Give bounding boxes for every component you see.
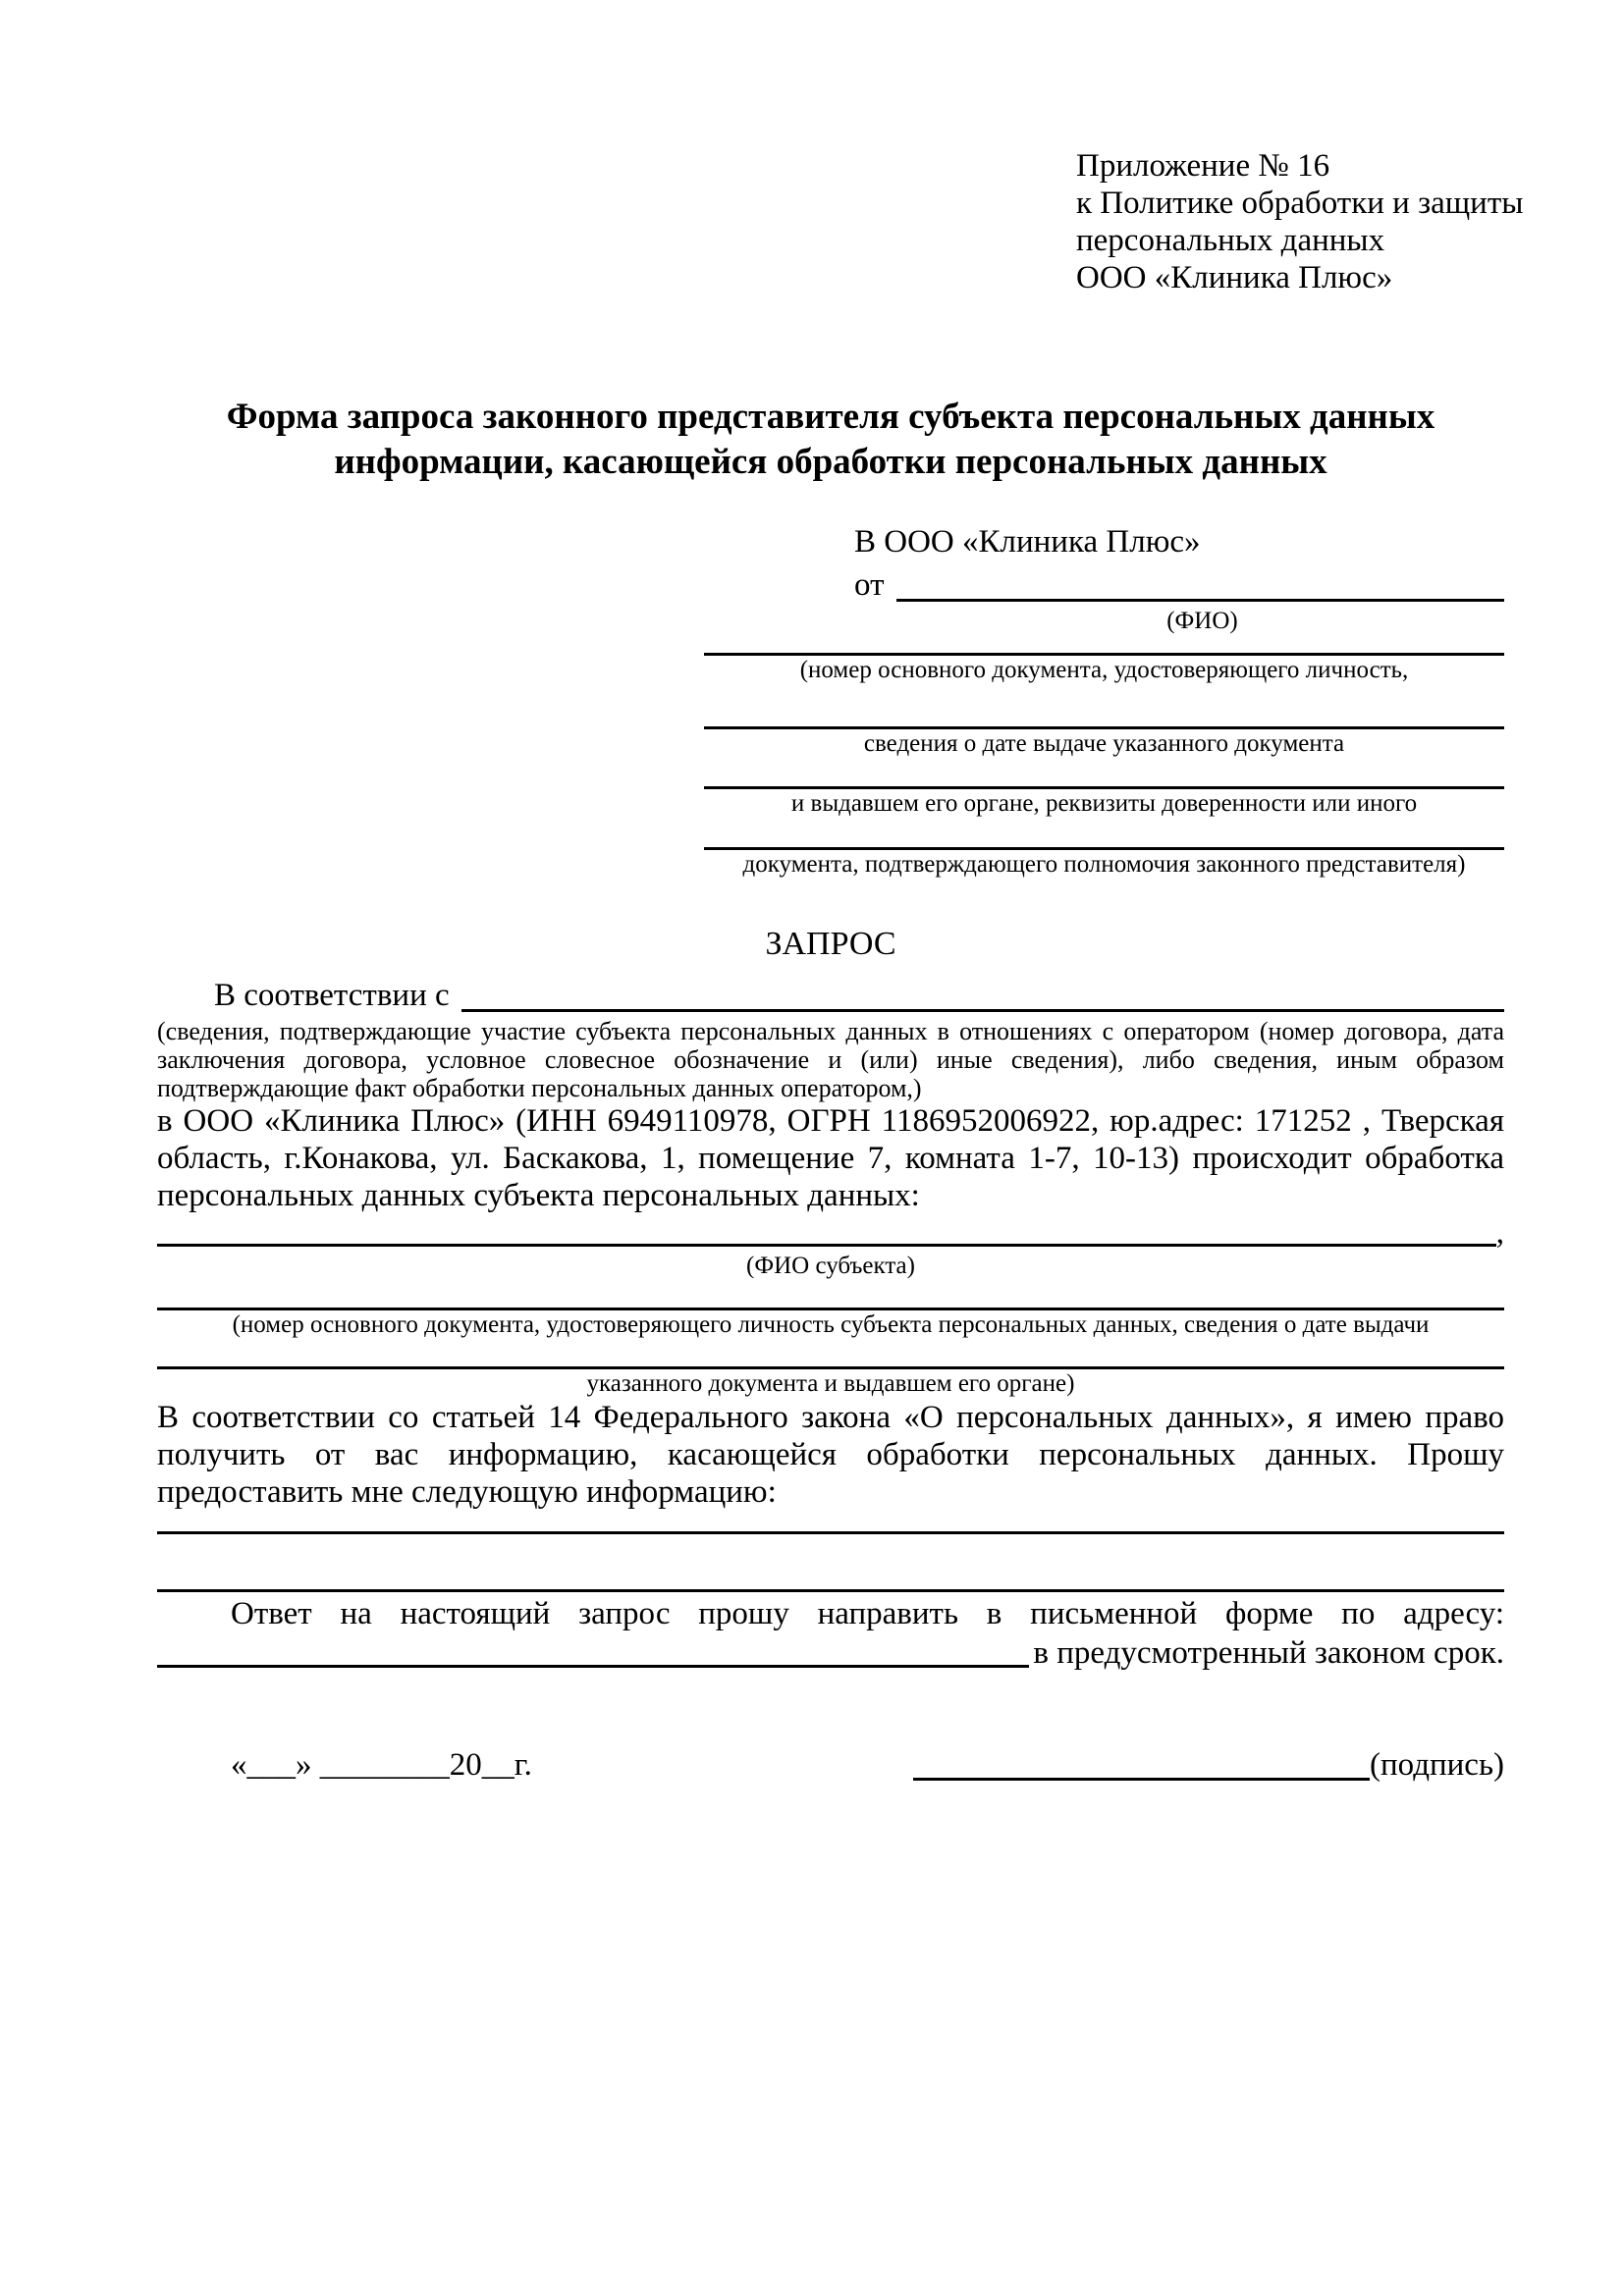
answer-paragraph: Ответ на настоящий запрос прошу направить в письменной форме по адресу: bbox=[231, 1596, 1504, 1631]
signature-field bbox=[913, 1778, 1370, 1781]
answer-tail: в предусмотренный законом срок. bbox=[1033, 1635, 1504, 1671]
representative-doc-caption-3: и выдавшем его органе, реквизиты доверенности или иного bbox=[790, 790, 1418, 817]
answer-address-field bbox=[157, 1633, 1029, 1668]
request-heading: ЗАПРОС bbox=[765, 926, 896, 962]
document-title: Форма запроса законного представителя субъекта персональных данных информации, касающейся обработки персональных данных bbox=[226, 397, 1435, 482]
operator-paragraph: в ООО «Клиника Плюс» (ИНН 6949110978, ОГРН 1186952006922, юр.адрес: 171252 , Тверская область, г.Конакова, ул. Баскакова, 1, помещение 7, комната 1-7, 10-13) происходит обработка персональных данных субъекта персональных данных: bbox=[157, 1103, 1504, 1213]
subject-doc-field-1 bbox=[157, 1281, 1504, 1310]
representative-doc-caption-2: сведения о дате выдаче указанного документа bbox=[863, 730, 1345, 757]
subject-fio-field bbox=[157, 1214, 1496, 1247]
accordance-field bbox=[461, 974, 1504, 1012]
subject-fio-suffix: , bbox=[1495, 1215, 1504, 1251]
accordance-note: (сведения, подтверждающие участие субъекта персональных данных в отношениях с оператором (номер договора, дата заключения договора, условное словесное обозначение и (или) иные сведения), либо сведения, иным образом подтверждающие факт обработки персональных данных оператором,) bbox=[157, 1017, 1504, 1102]
representative-doc-field-4 bbox=[704, 819, 1504, 850]
representative-fio-field bbox=[896, 563, 1505, 602]
signature-block bbox=[913, 1743, 1504, 1787]
addressee-block bbox=[704, 520, 1504, 880]
fio-caption: (ФИО) bbox=[1166, 608, 1238, 634]
law-paragraph: В соответствии со статьей 14 Федерального закона «О персональных данных», я имею право получить от вас информацию, касающейся обработки персональных данных. Прошу предоставить мне следующую информацию: bbox=[157, 1400, 1504, 1510]
requested-info-field-1 bbox=[157, 1511, 1504, 1534]
subject-fio-row bbox=[157, 1214, 1504, 1252]
accordance-row bbox=[157, 974, 1504, 1017]
subject-fio-caption: (ФИО субъекта) bbox=[746, 1253, 915, 1279]
requested-info-field-2 bbox=[157, 1534, 1504, 1592]
representative-doc-caption-1: (номер основного документа, удостоверяющего личность, bbox=[799, 657, 1409, 683]
appendix-block bbox=[1076, 147, 1524, 296]
subject-doc-caption-2: указанного документа и выдавшем его органе) bbox=[586, 1370, 1075, 1397]
subject-doc-caption-1: (номер основного документа, удостоверяющего личность субъекта персональных данных, сведения о дате выдачи bbox=[232, 1311, 1430, 1338]
appendix-org-name: ООО «Клиника Плюс» bbox=[1076, 260, 1393, 295]
from-label: от bbox=[854, 567, 885, 603]
date-field: «___» ________20__г. bbox=[231, 1747, 532, 1783]
appendix-policy-line: к Политике обработки и защиты bbox=[1076, 186, 1524, 221]
date-signature-row bbox=[157, 1743, 1504, 1787]
representative-doc-caption-4: документа, подтверждающего полномочия законного представителя) bbox=[742, 851, 1466, 878]
addressee-org: В ООО «Клиника Плюс» bbox=[854, 524, 1201, 560]
answer-address-row bbox=[157, 1633, 1504, 1673]
from-row bbox=[704, 563, 1504, 607]
subject-doc-field-2 bbox=[157, 1340, 1504, 1369]
accordance-lead: В соответствии с bbox=[214, 978, 450, 1013]
signature-caption: (подпись) bbox=[1370, 1747, 1504, 1783]
appendix-number: Приложение № 16 bbox=[1076, 148, 1330, 184]
representative-doc-field-1 bbox=[704, 636, 1504, 656]
representative-doc-field-2 bbox=[704, 685, 1504, 729]
representative-doc-field-3 bbox=[704, 759, 1504, 789]
appendix-policy-line-2: персональных данных bbox=[1076, 223, 1385, 258]
